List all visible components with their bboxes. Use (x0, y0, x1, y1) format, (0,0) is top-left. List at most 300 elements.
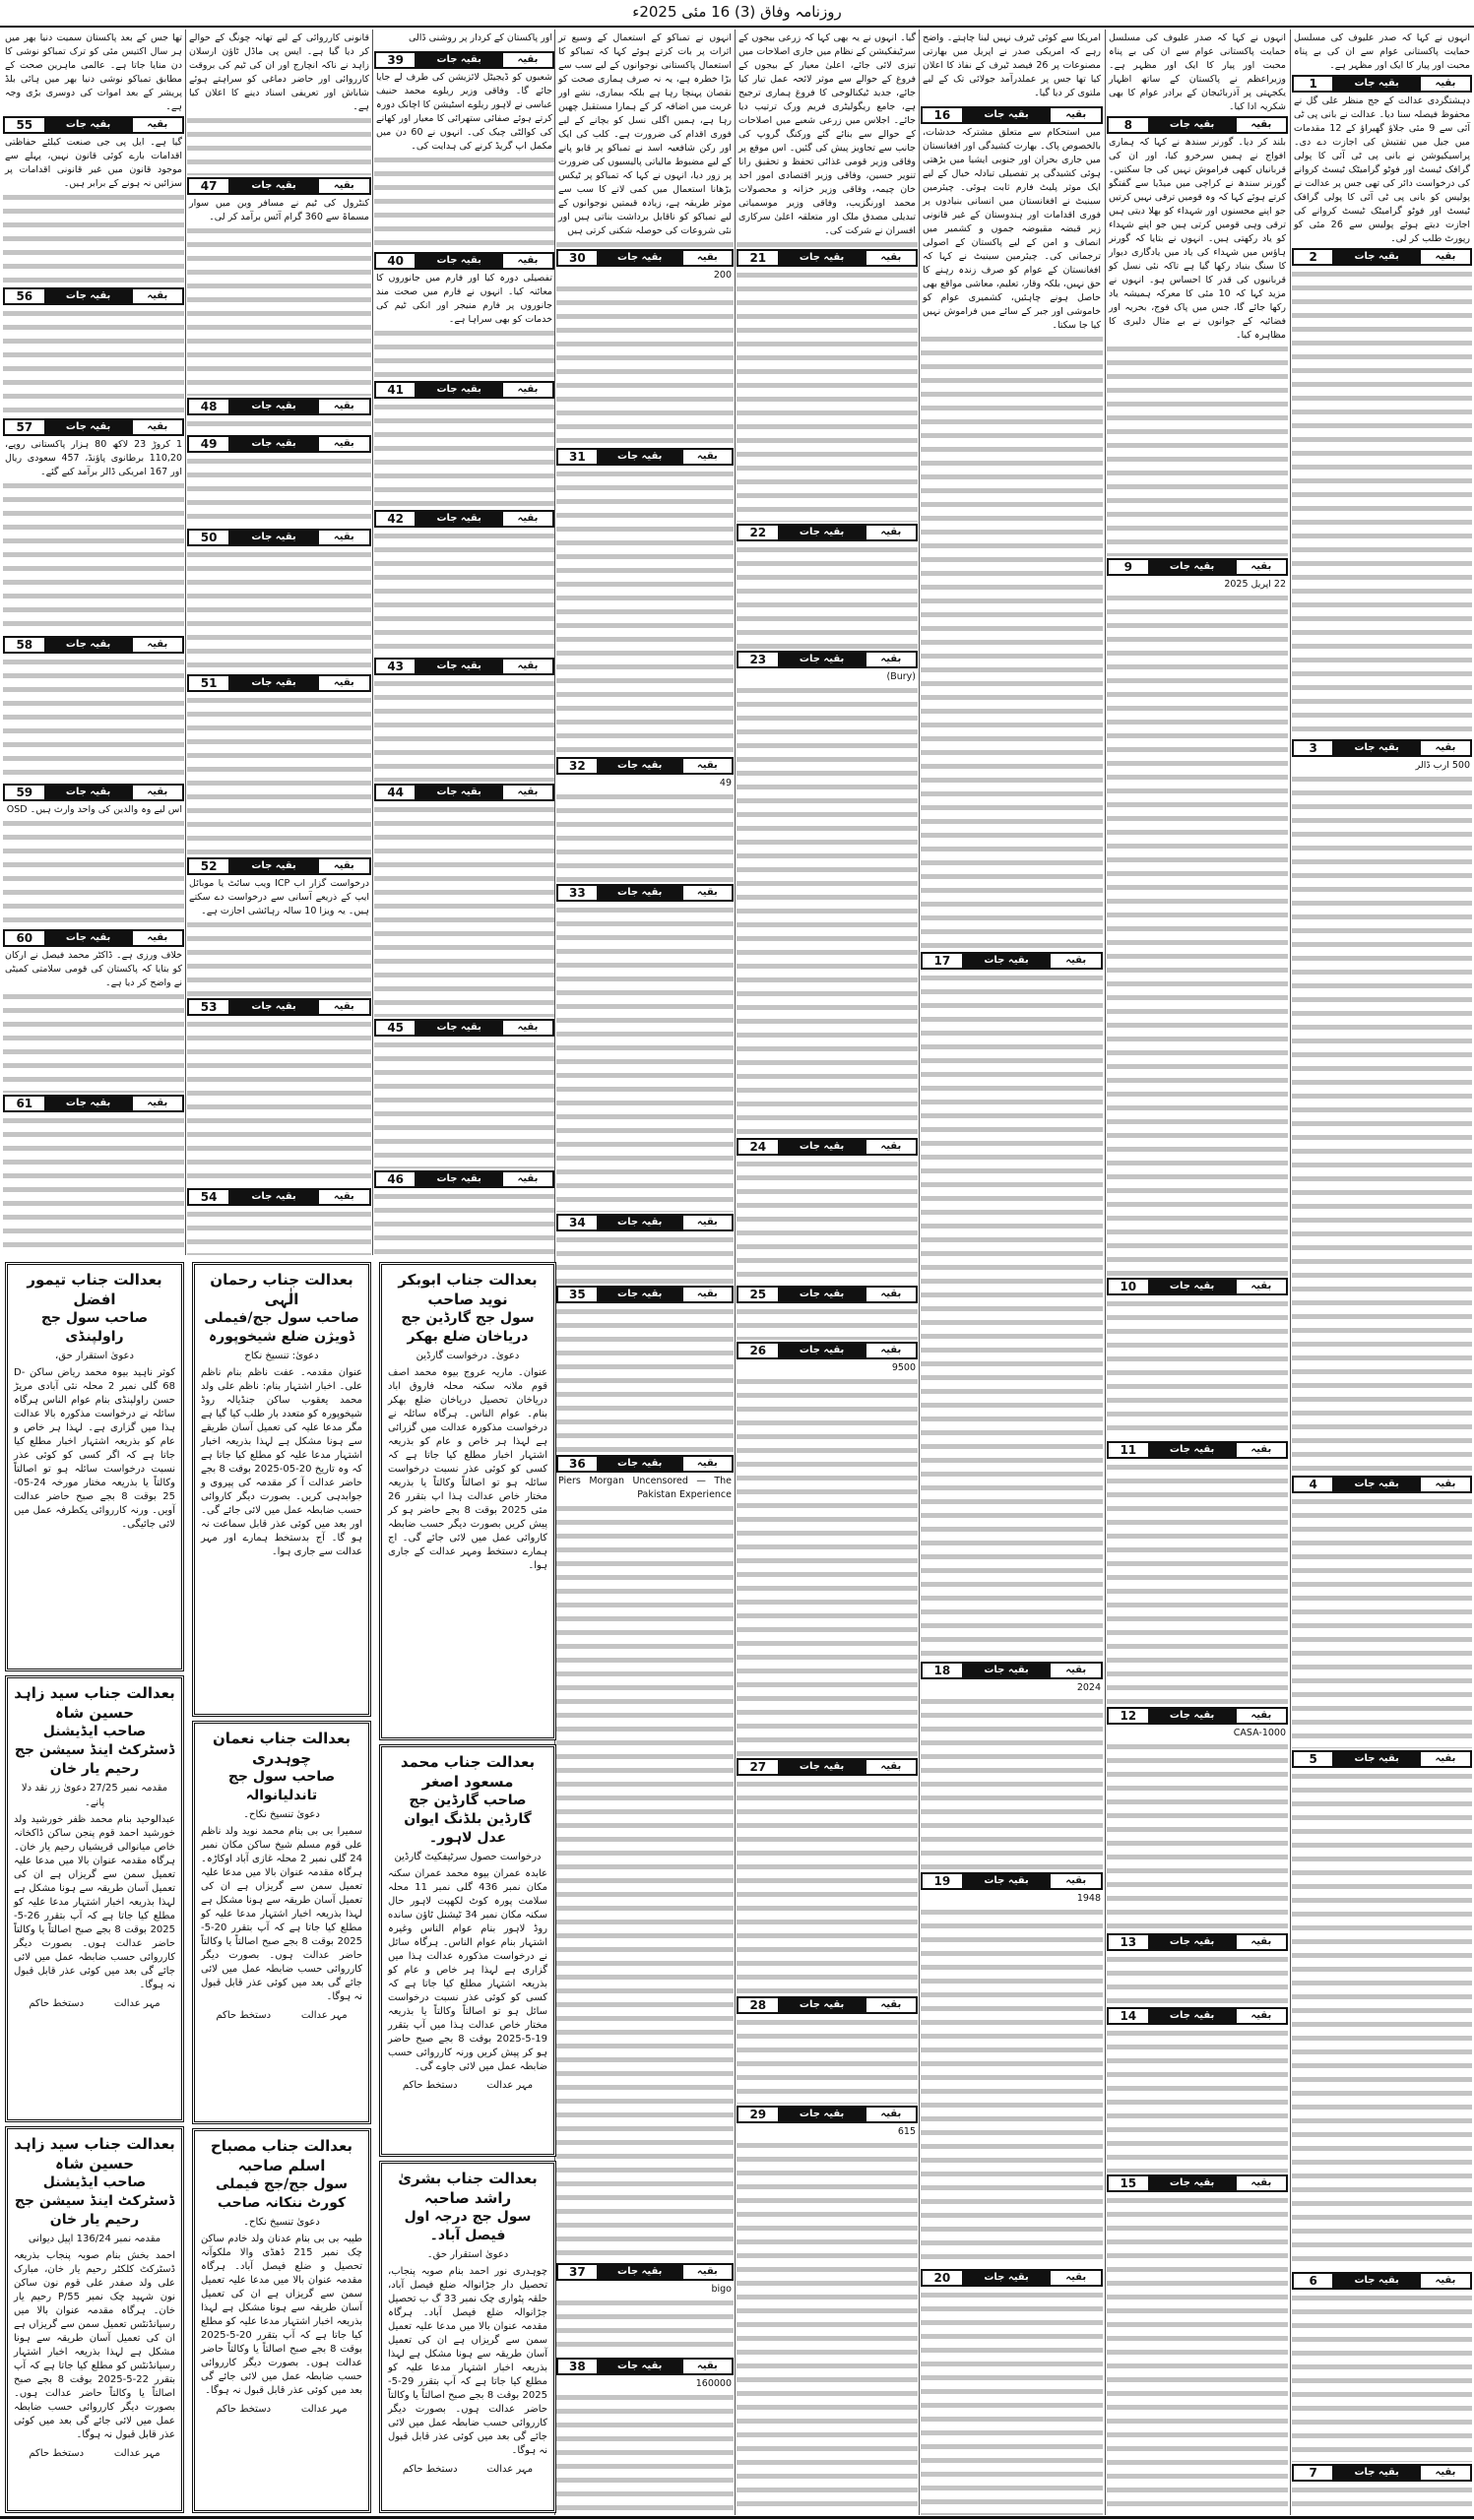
continuation-header (1107, 1707, 1288, 1725)
continuation-number: 15 (1109, 2176, 1148, 2190)
continuation-header (921, 952, 1103, 970)
continuation-number: 58 (5, 638, 44, 652)
continuation-text (3, 656, 184, 782)
continuation-number: 51 (189, 676, 228, 690)
continuation-number: 30 (558, 251, 597, 265)
court-seal-label: مہر عدالت (113, 2448, 160, 2459)
continuation-header (737, 1996, 918, 2014)
continued-label: بقیہ (1237, 2009, 1286, 2023)
continued-label: بقیہ (1421, 77, 1470, 91)
notice-court-title: بعدالت جناب سید زاہد حسین شاہ (14, 1684, 175, 1722)
continuation-number: 2 (1294, 250, 1332, 264)
continued-title: بقیہ جات (1354, 251, 1399, 262)
judge-signature-label: دستخط حاکم (402, 2464, 458, 2475)
continued-label: بقیہ (683, 2265, 732, 2279)
notice-body: احمد بخش بنام صوبہ پنجاب بذریعہ ڈسٹرکٹ کلکٹر رحیم یار خان، مبارک علی ولد صفدر علی قوم نون ساکن نون شہید چک نمبر 55/P رحیم یار خان۔ ہرگاہ مقدمہ عنوان بالا میں رسپانڈنٹس تعمیل سمن سے گریزاں ہے ان کی تعمیل آسان طریقہ سے ہونا مشکل ہے لہذا بذریعہ اخبار اشتہار رسپانڈنٹس کو مطلع کیا جاتا ہے کہ آپ بتقرر 22-5-2025 بوقت 8 بجے صبح اصالتاً یا وکالتاً حاضر عدالت ہوں۔ بصورت دیگر کارروائی حسب ضابطہ عمل میں لائی جائے گی بعد میں کوئی عذر قابل قبول نہ ہوگا۔ (14, 2250, 175, 2440)
continuation-header (1292, 2272, 1472, 2290)
continuation-text (737, 1305, 918, 1340)
continued-title: بقیہ جات (436, 661, 481, 671)
continued-title: بقیہ جات (65, 119, 111, 130)
continued-title: بقیہ جات (1169, 1936, 1215, 1947)
continued-title: بقیہ جات (65, 290, 111, 301)
continued-label: بقیہ (683, 1288, 732, 1301)
continuation-text (187, 417, 371, 433)
continued-title: بقیہ جات (65, 639, 111, 650)
continued-title: بقیہ جات (251, 532, 296, 542)
continuation-header (187, 398, 371, 415)
continued-label: بقیہ (866, 1760, 916, 1774)
continuation-text (187, 548, 371, 672)
continuation-paragraph: بلند کر دیا۔ گورنر سندھ نے کہا کہ ہماری افواج نے ہمیں سرخرو کیا، اور ان کی قربانیاں کبھی فراموش نہیں کی جا سکتیں۔ گورنر سندھ نے کراچی میں میڈیا سے گفتگو کرتے ہوئے کہا کہ وہ قومیں ترقی نہیں کرتیں جو اپنے محسنوں اور شہداء کو بھلا دیتی ہیں ترقی وہی قومیں کرتی ہیں جو اپنے شہداء کو یاد رکھتی ہیں۔ انہوں نے بتایا کہ گورنر ہاؤس میں شہداء کی یاد میں یادگاری دیوار کا سنگ بنیاد رکھا گیا ہے تاکہ نئی نسل کو قربانیوں کی قدر کا احساس ہو۔ انہوں نے مزید کہا کہ 10 مئی کا معرکہ ہمیشہ یاد رکھا جائے گا، جس میں پاک فوج، بحریہ اور فضائیہ کے جوانوں نے بے مثال دلیری کا مظاہرہ کیا۔ (1109, 137, 1287, 341)
continuation-text (1292, 2292, 1472, 2462)
court-notice (379, 1262, 556, 1740)
notice-court-subtitle: سول جج درجہ اول فیصل آباد۔ (404, 2209, 532, 2243)
continued-title: بقیہ جات (1354, 742, 1399, 753)
column-4 (737, 30, 918, 2515)
continued-label: بقیہ (1237, 1709, 1286, 1723)
continued-label: بقیہ (503, 660, 552, 673)
column-8 (3, 30, 184, 1255)
notice-signatures (201, 2009, 362, 2023)
continuation-number: 24 (738, 1140, 778, 1154)
continuation-header (556, 2358, 734, 2375)
continued-title: بقیہ جات (799, 1999, 845, 2010)
continuation-number: 11 (1109, 1443, 1148, 1457)
continuation-number: 33 (558, 886, 597, 900)
continuation-header (1292, 1750, 1472, 1768)
continuation-header (921, 2269, 1103, 2287)
continued-title: بقیہ جات (65, 421, 111, 432)
continuation-header (187, 998, 371, 1016)
continuation-number: 5 (1294, 1752, 1332, 1766)
continued-title: بقیہ جات (436, 54, 481, 65)
continuation-number: 26 (738, 1344, 778, 1357)
continued-title: بقیہ جات (799, 527, 845, 537)
continued-title: بقیہ جات (1169, 561, 1215, 572)
continued-title: بقیہ جات (799, 2109, 845, 2119)
continuation-text (737, 269, 918, 522)
continued-title: بقیہ جات (251, 1191, 296, 1202)
continued-label: بقیہ (866, 1288, 916, 1301)
continued-title: بقیہ جات (799, 654, 845, 664)
continuation-header (374, 658, 554, 675)
continuation-number: 44 (376, 786, 415, 799)
judge-signature-label: دستخط حاکم (29, 1998, 85, 2009)
notice-body: چوہدری نور احمد بنام صوبہ پنجاب، تحصیل دار جڑانوالہ ضلع فیصل آباد، حلقہ پٹواری چک نمبر 33 گ ب تحصیل جڑانوالہ ضلع فیصل آباد۔ ہرگاہ مقدمہ عنوان بالا میں مدعا علیہ تعمیل سمن سے گریزاں ہے ان کی تعمیل آسان طریقہ سے ہونا مشکل ہے لہذا بذریعہ اخبار اشتہار مدعا علیہ کو مطلع کیا جاتا ہے کہ آپ بتقرر 29-5-2025 بوقت 8 بجے صبح اصالتاً یا وکالتاً حاضر عدالت ہوں۔ بصورت دیگر کارروائی حسب ضابطہ عمل میں لائی جائے گی بعد میں کوئی عذر قابل قبول نہ ہوگا۔ (388, 2266, 547, 2456)
column-lead-text (374, 32, 554, 49)
notice-signatures (388, 2079, 547, 2093)
notice-case: درخواست حصول سرٹیفکیٹ گارڈین (394, 1852, 542, 1862)
continuation-text (374, 401, 554, 508)
notice-court-title: بعدالت جناب بشریٰ راشد صاحبہ (398, 2170, 538, 2207)
continued-label: بقیہ (133, 786, 182, 799)
continued-label: بقیہ (1237, 1443, 1286, 1457)
judge-signature-label: دستخط حاکم (402, 2080, 458, 2091)
continuation-text (1107, 1461, 1288, 1705)
continuation-text (1292, 1770, 1472, 2270)
continued-label: بقیہ (1237, 118, 1286, 132)
continuation-paragraph: 615 (737, 2125, 918, 2139)
continuation-header (374, 252, 554, 270)
continuation-text (3, 136, 184, 285)
court-seal-label: مہر عدالت (300, 2010, 348, 2021)
continuation-number: 49 (189, 437, 228, 451)
continuation-text (556, 2377, 734, 2515)
continued-label: بقیہ (683, 251, 732, 265)
continuation-number: 52 (189, 859, 228, 873)
continued-title: بقیہ جات (436, 1022, 481, 1033)
continued-title: بقیہ جات (799, 252, 845, 263)
lead-paragraph: انہوں نے کہا کہ صدر علیوف کی مسلسل حمایت پاکستانی عوام سے ان کی بے پناہ محبت اور پیار کا ایک اور مظہر ہے۔ (1294, 32, 1470, 71)
continuation-number: 1 (1294, 77, 1332, 91)
continuation-text (737, 1361, 918, 1756)
continuation-number: 16 (923, 108, 962, 122)
continuation-text (737, 2016, 918, 2104)
continuation-number: 38 (558, 2360, 597, 2373)
continued-label: بقیہ (1421, 1478, 1470, 1491)
continuation-paragraph: 2024 (921, 1681, 1103, 1695)
continued-title: بقیہ جات (617, 252, 663, 263)
continuation-number: 59 (5, 786, 44, 799)
continuation-number: 14 (1109, 2009, 1148, 2023)
notice-case: مقدمہ نمبر 27/25 دعویٰ زر نقد دلا پانے۔ (21, 1783, 168, 1808)
continuation-number: 4 (1294, 1478, 1332, 1491)
continued-label: بقیہ (866, 1140, 916, 1154)
continuation-text (737, 543, 918, 649)
continued-title: بقیہ جات (436, 513, 481, 524)
continuation-paragraph: 1 کروڑ 23 لاکھ 80 ہزار پاکستانی روپے، 110,20 برطانوی پاؤنڈ، 457 سعودی ریال اور 167 امریکی ڈالر برآمد کیے گئے۔ (5, 439, 183, 477)
judge-signature-label: دستخط حاکم (216, 2010, 272, 2021)
lead-paragraph: انہوں نے تمباکو کے استعمال کے وسیع تر اثرات پر بات کرتے ہوئے کہا کہ تمباکو کا استعمال پاکستانی نوجوانوں کے لیے سب سے بڑا خطرہ ہے، یہ نہ صرف ہماری صحت کو نقصان پہنچا رہا ہے بلکہ بیماری، نشے اور غربت میں اضافہ کر کے ہمارا مستقبل چھین رہا ہے، ہمیں اگلی نسل کو بچانے کے لیے فوری اقدام کی ضرورت ہے۔ کلب کی ایک اور رکن شافعیہ اسد نے تمباکو پر قابو پانے کے لیے مضبوط مالیاتی پالیسیوں کی ضرورت پر زور دیا، انہوں نے کہا کہ تمباکو پر ٹیکس بڑھانا استعمال میں کمی لانے کا سب سے موثر طریقہ ہے، زیادہ قیمتیں نوجوانوں کے لیے تمباکو کو ناقابل برداشت بناتی ہیں اور نئی شروعات کی حوصلہ شکنی کرتی ہیں (558, 32, 732, 236)
continued-label: بقیہ (503, 512, 552, 526)
continuation-header (3, 929, 184, 947)
continuation-text (556, 269, 734, 446)
continued-title: بقیہ جات (251, 1001, 296, 1012)
continued-title: بقیہ جات (984, 109, 1029, 120)
continuation-paragraph: دہشتگردی عدالت کے جج منظر علی گل نے محفوظ فیصلہ سنا دیا۔ عدالت نے بانی پی ٹی آئی سے 9 مئی جلاؤ گھیراؤ کے 12 مقدمات میں جیل میں تفتیش کی اجازت دے دی۔ پراسیکیوشن نے بانی پی ٹی آئی کا پولی گرافک ٹیسٹ اور فوٹو گرامیٹک ٹیسٹ کروانے کی درخواست دائر کی تھی جس پر عدالت نے پولیس کو بانی پی ٹی آئی کا پولی گرافک ٹیسٹ اور فوٹو گرامیٹک ٹیسٹ کروانے کی اجازت دیتے ہوئے پولیس سے 26 مئی کو رپورٹ طلب کر لی۔ (1294, 95, 1470, 244)
notice-court-title: بعدالت جناب ابوبکر نوید صاحب (398, 1271, 538, 1308)
continuation-text (737, 670, 918, 1136)
masthead-rule (0, 26, 1474, 28)
continued-label: بقیہ (1051, 108, 1101, 122)
continuation-number: 34 (558, 1216, 597, 1229)
continuation-number: 36 (558, 1457, 597, 1471)
continued-label: بقیہ (319, 1190, 369, 1204)
continued-title: بقیہ جات (251, 180, 296, 191)
column-lead-text (921, 32, 1103, 104)
continuation-header (187, 1188, 371, 1206)
notice-case: دعویٰ استقرار حق۔ (426, 2249, 509, 2260)
continued-label: بقیہ (1051, 1874, 1101, 1888)
continuation-text (187, 455, 371, 527)
continuation-header (374, 784, 554, 801)
continued-label: بقیہ (133, 118, 182, 132)
continuation-text (556, 777, 734, 882)
continued-title: بقیہ جات (1354, 78, 1399, 89)
continued-label: بقیہ (683, 2360, 732, 2373)
continuation-header (921, 106, 1103, 124)
notice-case: دعویٰ۔ درخواست گارڈین (416, 1351, 520, 1361)
continuation-text (737, 1158, 918, 1284)
column-1 (1292, 30, 1472, 2515)
continuation-paragraph: (Bury) (737, 670, 918, 684)
continuation-number: 50 (189, 531, 228, 544)
continued-title: بقیہ جات (65, 787, 111, 797)
notice-court-title: بعدالت جناب سید زاہد حسین شاہ (14, 2135, 175, 2173)
continuation-number: 17 (923, 954, 962, 968)
notice-court-title: بعدالت جناب تیمور افضل (27, 1271, 162, 1308)
continued-title: بقیہ جات (251, 860, 296, 871)
continued-label: بقیہ (319, 531, 369, 544)
continuation-paragraph: تفصیلی دورہ کیا اور فارم میں جانوروں کا معائنہ کیا۔ انہوں نے فارم میں صحت مند جانوروں پر فارم منیجر اور انکی ٹیم کی خدمات کو بھی سراہا ہے۔ (376, 273, 552, 325)
continuation-text (1292, 94, 1472, 246)
notice-body: عنوان مقدمہ۔ عفت ناظم بنام ناظم علی۔ اخبار اشتہار بنام: ناظم علی ولد محمد یعقوب ساکن جنڈیالہ روڈ شیخوپورہ کو متعدد بار طلب کیا گیا ہے مگر مدعا علیہ کی تعمیل آسان طریقے سے ہونا مشکل ہے لہذا بذریعہ اخبار اشتہار مدعا علیہ کو مطلع کیا جاتا ہے کہ وہ تاریخ 20-05-2025 بوقت 8 بجے حاضر عدالت آ کر مقدمہ کی پیروی و جوابدہی کریں۔ بصورت دیگر کاروائی حسب ضابطہ عمل میں لائی جائے گی۔ اور بعد میں کوئی عذر قابل سماعت نہ ہو گا۔ آج بدستخط ہمارے اور مہر عدالت سے جاری ہوا۔ (201, 1367, 362, 1557)
continuation-header (556, 1214, 734, 1231)
column-6 (374, 30, 554, 1255)
column-divider (372, 30, 373, 1255)
continuation-text (3, 1114, 184, 1255)
continued-title: بقیہ جات (617, 2361, 663, 2371)
continuation-text (187, 197, 371, 396)
continuation-paragraph: Piers Morgan Uncensored — The Pakistan Experience (558, 1476, 732, 1500)
continuation-text (374, 530, 554, 656)
continued-label: بقیہ (503, 53, 552, 67)
continuation-text (374, 677, 554, 782)
continued-title: بقیہ جات (251, 677, 296, 688)
court-notice (5, 2126, 184, 2513)
continuation-paragraph: 160000 (556, 2377, 734, 2391)
continuation-number: 46 (376, 1172, 415, 1186)
lead-paragraph: امریکا سے کوئی ٹیرف نہیں لینا چاہتے۔ واضح رہے کہ امریکی صدر نے اپریل میں بھارتی مصنوعات پر 26 فیصد ٹیرف کے نفاذ کا اعلان کیا تھا جس پر عملدرآمد جولائی تک کے لیے ملتوی کر دیا گیا۔ (923, 32, 1101, 98)
continuation-header (3, 784, 184, 801)
continuation-paragraph: 500 ارب ڈالر (1292, 759, 1472, 773)
continuation-header (556, 1455, 734, 1473)
continued-title: بقیہ جات (617, 887, 663, 898)
continued-label: بقیہ (1051, 1664, 1101, 1677)
continuation-header (737, 1758, 918, 1776)
continued-label: بقیہ (319, 179, 369, 193)
continuation-paragraph: bigo (556, 2283, 734, 2297)
judge-signature-label: دستخط حاکم (216, 2404, 272, 2415)
continued-label: بقیہ (683, 759, 732, 773)
notice-court-subtitle: سول جج/جج فیملی کورٹ ننکانہ صاحب (215, 2176, 349, 2211)
continuation-text (1107, 1297, 1288, 1439)
notice-case: مقدمہ نمبر 136/24 اپیل دیوانی (28, 2234, 161, 2244)
court-notice (379, 1744, 556, 2157)
judge-signature-label: دستخط حاکم (29, 2448, 85, 2459)
notice-case: دعویٰ تنسیخ نکاح۔ (243, 1809, 320, 1820)
continuation-paragraph: 1948 (921, 1892, 1103, 1906)
continuation-number: 37 (558, 2265, 597, 2279)
continuation-number: 12 (1109, 1709, 1148, 1723)
continuation-text (1107, 136, 1288, 556)
continuation-text (1107, 578, 1288, 1276)
court-notice (192, 1721, 371, 2124)
column-7 (187, 30, 371, 1255)
continuation-paragraph: میں استحکام سے متعلق مشترکہ خدشات، بالخصوص پاک۔ بھارت کشیدگی اور افغانستان میں جاری بحران اور جنوبی ایشیا میں بڑھتی ہوئی کشیدگی پر تفصیلی تبادلہ خیال کے لیے ایک موثر پلیٹ فارم ثابت ہوئی۔ چیئرمین سینیٹ نے افغانستان میں انسانی بنیادوں پر فوری اقدامات اور ہندوستان کے غیر قانونی زیر قبضہ مقبوضہ جموں و کشمیر میں انصاف و امن کے لیے پاکستان کے اصولی ترجمانی کی۔ چیئرمین سینیٹ نے کہا کہ افغانستان کے عوام کو صرف زندہ رہنے کا حق نہیں، بلکہ وقار، تعلیم، معاشی مواقع بھی حاصل ہونے چاہئیں، کشمیری عوام کو خاموشی اور جبر کے سائے میں فراموش نہیں کیا جا سکتا۔ (923, 127, 1101, 331)
continuation-number: 55 (5, 118, 44, 132)
continued-label: بقیہ (133, 289, 182, 303)
column-divider (1105, 30, 1106, 2515)
continuation-number: 32 (558, 759, 597, 773)
continued-label: بقیہ (503, 1172, 552, 1186)
continuation-header (3, 116, 184, 134)
continued-title: بقیہ جات (984, 955, 1029, 966)
continued-label: بقیہ (319, 437, 369, 451)
continued-label: بقیہ (866, 251, 916, 265)
continuation-number: 35 (558, 1288, 597, 1301)
continuation-header (374, 381, 554, 399)
continuation-header (1107, 558, 1288, 576)
continuation-header (1107, 2174, 1288, 2192)
continuation-header (187, 177, 371, 195)
notice-body: عنوان۔ ماریہ عروج بیوہ محمد اصف قوم ملانہ سکنہ محلہ فاروق اباد دریاخان تحصیل دریاخان ضلع بھکر بنام۔ عوام الناس۔ ہرگاہ سائلہ نے درخواست مذکورہ عدالت میں گزرائی ہے لہذا ہر خاص و عام کو بذریعہ اشتہار اخبار مطلع کیا جاتا ہے کہ کسی کو کوئی عذر نسبت درخواست سائلہ ہو تو اصالتاً وکالتاً یا بذریعہ مختار خاص عدالت ہذا اپ بتقرر 26 مئی 2025 بوقت 8 بجے حاضر ہو کر پیش کریں بصورت دیگر حسب ضابطہ کاروائی عمل میں لائی جائے گی۔ اج ہمارے دستخط ومہر عدالت کے جاری ہوا۔ (388, 1367, 548, 1571)
column-divider (919, 30, 920, 2515)
continued-label: بقیہ (319, 676, 369, 690)
continuation-number: 45 (376, 1021, 415, 1035)
continuation-paragraph: 49 (556, 777, 734, 790)
continuation-text (1107, 2027, 1288, 2173)
continuation-header (187, 529, 371, 546)
notice-case: دعویٰ: تنسیخ نکاح (244, 1351, 319, 1361)
continuation-header (1107, 1933, 1288, 1951)
continued-label: بقیہ (319, 1000, 369, 1014)
continuation-paragraph: 200 (556, 269, 734, 283)
column-divider (735, 30, 736, 2515)
continuation-number: 31 (558, 450, 597, 464)
continuation-number: 19 (923, 1874, 962, 1888)
lead-paragraph: انہوں نے کہا کہ صدر علیوف کی مسلسل حمایت پاکستانی عوام سے ان کی بے پناہ محبت اور پیار کا ایک اور مظہر ہے۔ وزیراعظم نے پاکستان کے ساتھ اظہار یکجہتی پر آذربائیجان کے برادر عوام کا بھی شکریہ ادا کیا۔ (1109, 32, 1286, 112)
continuation-text (187, 877, 371, 996)
continuation-header (1107, 2007, 1288, 2025)
continuation-header (187, 857, 371, 875)
continuation-header (1107, 1278, 1288, 1295)
continuation-paragraph: 9500 (737, 1361, 918, 1375)
continued-title: بقیہ جات (436, 384, 481, 395)
continuation-text (1107, 1953, 1288, 2005)
continued-label: بقیہ (1237, 560, 1286, 574)
continued-title: بقیہ جات (1169, 1281, 1215, 1292)
continuation-header (556, 249, 734, 267)
continuation-number: 7 (1294, 2466, 1332, 2480)
continuation-header (556, 757, 734, 775)
notice-court-subtitle: صاحب سول جج/فیملی ڈویژن ضلع شیخوپورہ (204, 1310, 359, 1345)
continuation-number: 48 (189, 400, 228, 413)
continued-label: بقیہ (133, 420, 182, 434)
continued-title: بقیہ جات (436, 255, 481, 266)
continued-title: بقیہ جات (1354, 1479, 1399, 1489)
continuation-text (921, 2289, 1103, 2515)
column-5 (556, 30, 734, 2515)
continued-title: بقیہ جات (1169, 1444, 1215, 1455)
continued-title: بقیہ جات (617, 2266, 663, 2277)
court-seal-label: مہر عدالت (486, 2080, 534, 2091)
continued-title: بقیہ جات (436, 787, 481, 797)
continued-title: بقیہ جات (1169, 119, 1215, 130)
continuation-number: 40 (376, 254, 415, 268)
continued-label: بقیہ (1237, 2176, 1286, 2190)
continuation-paragraph: گیا ہے۔ ایل پی جی صنعت کیلئے حفاظتی اقدامات بارے کوئی قانون نہیں، پہلے سے موجود قانون میں غیر قانونی اقدامات پر سزائیں نہ ہونے کے برابر ہیں۔ (5, 137, 182, 189)
continuation-header (3, 418, 184, 436)
page-bottom-rule (0, 2516, 1474, 2519)
notice-signatures (201, 2403, 362, 2417)
notice-signatures (388, 2463, 547, 2477)
continued-label: بقیہ (866, 653, 916, 666)
continuation-header (921, 1662, 1103, 1679)
notice-body: عبدالوحید بنام محمد ظفر خورشید ولد خورشید احمد قوم پنجن ساکن ڈاکخانہ خاص میانوالی قریشیاں رحیم یار خان۔ ہرگاہ مقدمہ عنوان بالا میں مدعا علیہ تعمیل سمن سے گریزاں ہے ان کی تعمیل آسان طریقہ سے ہونا مشکل ہے لہذا بذریعہ اخبار اشتہار مدعا علیہ کو مطلع کیا جاتا ہے کہ آپ بتقرر 26-5-2025 بوقت 8 بجے صبح اصالتاً یا وکالتاً حاضر عدالت ہوں۔ بصورت دیگر کارروائی حسب ضابطہ عمل میں لائی جائے گی بعد میں کوئی عذر قابل قبول نہ ہوگا۔ (14, 1814, 176, 1990)
continuation-paragraph: شعبوں کو ڈیجیٹل لائزیشن کی طرف لے جایا جائے گا۔ وفاقی وزیر ریلوے محمد حنیف عباسی نے لاہور ریلوے اسٹیشن کا اچانک دورہ کرتے ہوئے صفائی ستھرائی کا معیار اور کھانے کی کوالٹی چیک کی۔ انہوں نے 60 دن میں مکمل اپ گریڈ کرنے کی ہدایت کی۔ (376, 72, 552, 152)
notice-body: سمیرا بی بی بنام محمد نوید ولد ناظم علی قوم مسلم شیخ ساکن مکان نمبر 24 گلی نمبر 2 محلہ غازی آباد اوکاڑہ۔ ہرگاہ مقدمہ عنوان بالا میں مدعا علیہ تعمیل سمن سے گریزاں ہے ان کی تعمیل آسان طریقہ سے ہونا مشکل ہے لہذا بذریعہ اخبار اشتہار مدعا علیہ کو مطلع کیا جاتا ہے کہ آپ بتقرر 20-5-2025 بوقت 8 بجے صبح اصالتاً یا وکالتاً حاضر عدالت ہوں۔ بصورت دیگر کارروائی حسب ضابطہ عمل میں لائی جائے گی بعد میں کوئی عذر قابل قبول نہ ہوگا۔ (201, 1826, 363, 2002)
continuation-header (556, 2263, 734, 2281)
continuation-text (187, 1018, 371, 1186)
notice-court-subtitle: صاحب سول جج راولپنڈی (40, 1310, 149, 1345)
continuation-number: 53 (189, 1000, 228, 1014)
continuation-header (1292, 75, 1472, 93)
column-lead-text (1292, 32, 1472, 73)
continuation-text (3, 438, 184, 634)
continuation-header (3, 636, 184, 654)
continuation-number: 18 (923, 1664, 962, 1677)
continuation-text (737, 1778, 918, 1994)
continued-title: بقیہ جات (617, 1289, 663, 1299)
continuation-number: 29 (738, 2108, 778, 2121)
continuation-number: 23 (738, 653, 778, 666)
continued-title: بقیہ جات (984, 1875, 1029, 1886)
continuation-header (374, 1170, 554, 1188)
continued-label: بقیہ (1237, 1280, 1286, 1293)
continuation-number: 27 (738, 1760, 778, 1774)
continuation-number: 3 (1294, 741, 1332, 755)
continued-label: بقیہ (683, 1216, 732, 1229)
column-lead-text (737, 32, 918, 247)
continued-title: بقیہ جات (799, 1141, 845, 1152)
court-notice (192, 2128, 371, 2513)
column-divider (185, 30, 186, 1255)
continuation-number: 42 (376, 512, 415, 526)
continued-label: بقیہ (866, 1998, 916, 2012)
continuation-text (1292, 759, 1472, 1474)
continuation-number: 28 (738, 1998, 778, 2012)
continuation-text (737, 2125, 918, 2515)
court-notice (5, 1675, 184, 2122)
continuation-paragraph: خلاف ورزی ہے۔ ڈاکٹر محمد فیصل نے ارکان کو بتایا کہ پاکستان کی قومی سلامتی کمیٹی نے واضح کر دیا ہے۔ (5, 950, 182, 988)
continued-title: بقیہ جات (1354, 2275, 1399, 2286)
continued-title: بقیہ جات (617, 1458, 663, 1469)
continuation-number: 25 (738, 1288, 778, 1301)
continuation-header (1107, 116, 1288, 134)
notice-court-title: بعدالت جناب رحمان الٰہی (210, 1271, 353, 1308)
continuation-header (374, 510, 554, 528)
continuation-number: 39 (376, 53, 415, 67)
continuation-header (556, 884, 734, 902)
continued-title: بقیہ جات (1354, 2467, 1399, 2478)
notice-case: دعویٰ استقرار حق، (55, 1351, 134, 1361)
continued-label: بقیہ (133, 1097, 182, 1110)
continuation-text (374, 71, 554, 250)
continuation-text (556, 1305, 734, 1453)
continuation-header (737, 1138, 918, 1156)
continued-label: بقیہ (1421, 1752, 1470, 1766)
continued-title: بقیہ جات (617, 760, 663, 771)
court-notice (192, 1262, 371, 1717)
continued-label: بقیہ (866, 1344, 916, 1357)
continued-title: بقیہ جات (1169, 1710, 1215, 1721)
continuation-number: 9 (1109, 560, 1148, 574)
continued-title: بقیہ جات (1169, 2010, 1215, 2021)
column-divider (1290, 30, 1291, 2515)
continuation-text (1292, 2484, 1472, 2515)
continuation-text (556, 468, 734, 755)
